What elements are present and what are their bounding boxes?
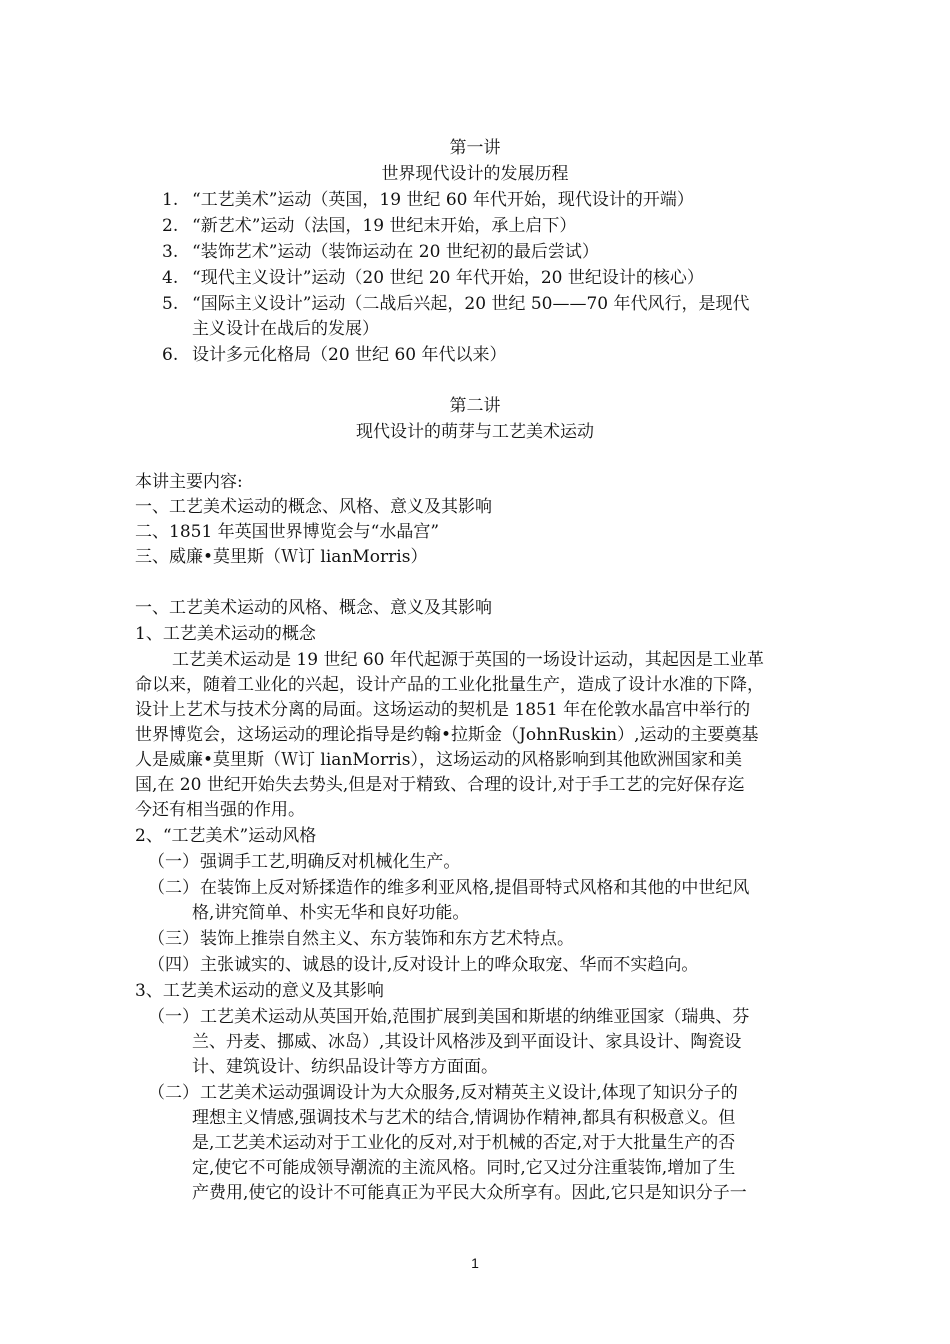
paragraph-line: 设计上艺术与技术分离的局面。这场运动的契机是 1851 年在伦敦水晶宫中举行的 xyxy=(135,700,751,720)
list-item-text: 在装饰上反对矫揉造作的维多利亚风格,提倡哥特式风格和其他的中世纪风 xyxy=(200,878,750,898)
paragraph-line: 世界博览会，这场运动的理论指导是约翰•拉斯金（JohnRuskin）,运动的主要奠基 xyxy=(135,725,759,745)
contents-item: 三、威廉•莫里斯（Ｗ订 lianMorris） xyxy=(135,547,428,567)
paragraph-line: 人是威廉•莫里斯（Ｗ订 lianMorris），这场运动的风格影响到其他欧洲国家和美 xyxy=(135,750,742,770)
list-item-number: 4. xyxy=(162,268,179,288)
subsection-title: 2、“工艺美术”运动风格 xyxy=(135,826,317,846)
subsection-title: 3、工艺美术运动的意义及其影响 xyxy=(135,981,384,1001)
list-item-text: 产费用,使它的设计不可能真正为平民大众所享有。因此,它只是知识分子一 xyxy=(192,1183,747,1203)
list-item-text: 兰、丹麦、挪威、冰岛）,其设计风格涉及到平面设计、家具设计、陶瓷设 xyxy=(192,1032,742,1052)
contents-label: 本讲主要内容: xyxy=(135,472,243,492)
list-item-number: 6. xyxy=(162,345,179,365)
list-item-text: “现代主义设计”运动（20 世纪 20 年代开始，20 世纪设计的核心） xyxy=(192,268,704,288)
list-item-number: 5. xyxy=(162,294,179,314)
list-item-text: 理想主义情感,强调技术与艺术的结合,情调协作精神,都具有积极意义。但 xyxy=(192,1108,736,1128)
list-item-number: 1. xyxy=(162,190,179,210)
list-item-number: 2. xyxy=(162,216,179,236)
lecture2-heading: 第二讲 xyxy=(449,396,501,416)
list-item-text: 工艺美术运动从英国开始,范围扩展到美国和斯堪的纳维亚国家（瑞典、芬 xyxy=(200,1007,750,1027)
paragraph-line: 今还有相当强的作用。 xyxy=(135,800,305,820)
paragraph-line: 国,在 20 世纪开始失去势头,但是对于精致、合理的设计,对于手工艺的完好保存迄 xyxy=(135,775,745,795)
contents-item: 一、工艺美术运动的概念、风格、意义及其影响 xyxy=(135,497,492,517)
list-item-number: 3. xyxy=(162,242,179,262)
page-number: 1 xyxy=(471,1255,479,1271)
list-item-text: “国际主义设计”运动（二战后兴起，20 世纪 50——70 年代风行，是现代 xyxy=(192,294,750,314)
subsection-title: 1、工艺美术运动的概念 xyxy=(135,624,316,644)
list-item-text: 主张诚实的、诚恳的设计,反对设计上的哗众取宠、华而不实趋向。 xyxy=(200,955,699,975)
list-item-number: （二） xyxy=(148,1083,199,1103)
list-item-text: 定,使它不可能成领导潮流的主流风格。同时,它又过分注重装饰,增加了生 xyxy=(192,1158,736,1178)
list-item-number: （四） xyxy=(148,955,199,975)
paragraph-line: 工艺美术运动是 19 世纪 60 年代起源于英国的一场设计运动，其起因是工业革 xyxy=(172,650,764,670)
list-item-text: 计、建筑设计、纺织品设计等方方面面。 xyxy=(192,1057,498,1077)
list-item-text: “工艺美术”运动（英国，19 世纪 60 年代开始，现代设计的开端） xyxy=(192,190,694,210)
list-item-text: 设计多元化格局（20 世纪 60 年代以来） xyxy=(192,345,507,365)
lecture1-heading: 第一讲 xyxy=(449,138,501,158)
lecture1-title: 世界现代设计的发展历程 xyxy=(381,164,569,184)
list-item-text: 强调手工艺,明确反对机械化生产。 xyxy=(200,852,461,872)
list-item-text: “装饰艺术”运动（装饰运动在 20 世纪初的最后尝试） xyxy=(192,242,599,262)
contents-item: 二、1851 年英国世界博览会与“水晶宫” xyxy=(135,522,440,542)
list-item-text: 装饰上推崇自然主义、东方装饰和东方艺术特点。 xyxy=(200,929,574,949)
lecture2-title: 现代设计的萌芽与工艺美术运动 xyxy=(356,422,594,442)
paragraph-line: 命以来，随着工业化的兴起，设计产品的工业化批量生产，造成了设计水准的下降， xyxy=(135,675,764,695)
list-item-number: （三） xyxy=(148,929,199,949)
list-item-number: （一） xyxy=(148,852,199,872)
section-title: 一、工艺美术运动的风格、概念、意义及其影响 xyxy=(135,598,492,618)
list-item-text: 主义设计在战后的发展） xyxy=(192,319,379,339)
list-item-text: 工艺美术运动强调设计为大众服务,反对精英主义设计,体现了知识分子的 xyxy=(200,1083,738,1103)
list-item-number: （二） xyxy=(148,878,199,898)
list-item-text: 格,讲究简单、朴实无华和良好功能。 xyxy=(192,903,470,923)
list-item-number: （一） xyxy=(148,1007,199,1027)
list-item-text: 是,工艺美术运动对于工业化的反对,对于机械的否定,对于大批量生产的否 xyxy=(192,1133,736,1153)
list-item-text: “新艺术”运动（法国，19 世纪末开始，承上启下） xyxy=(192,216,577,236)
